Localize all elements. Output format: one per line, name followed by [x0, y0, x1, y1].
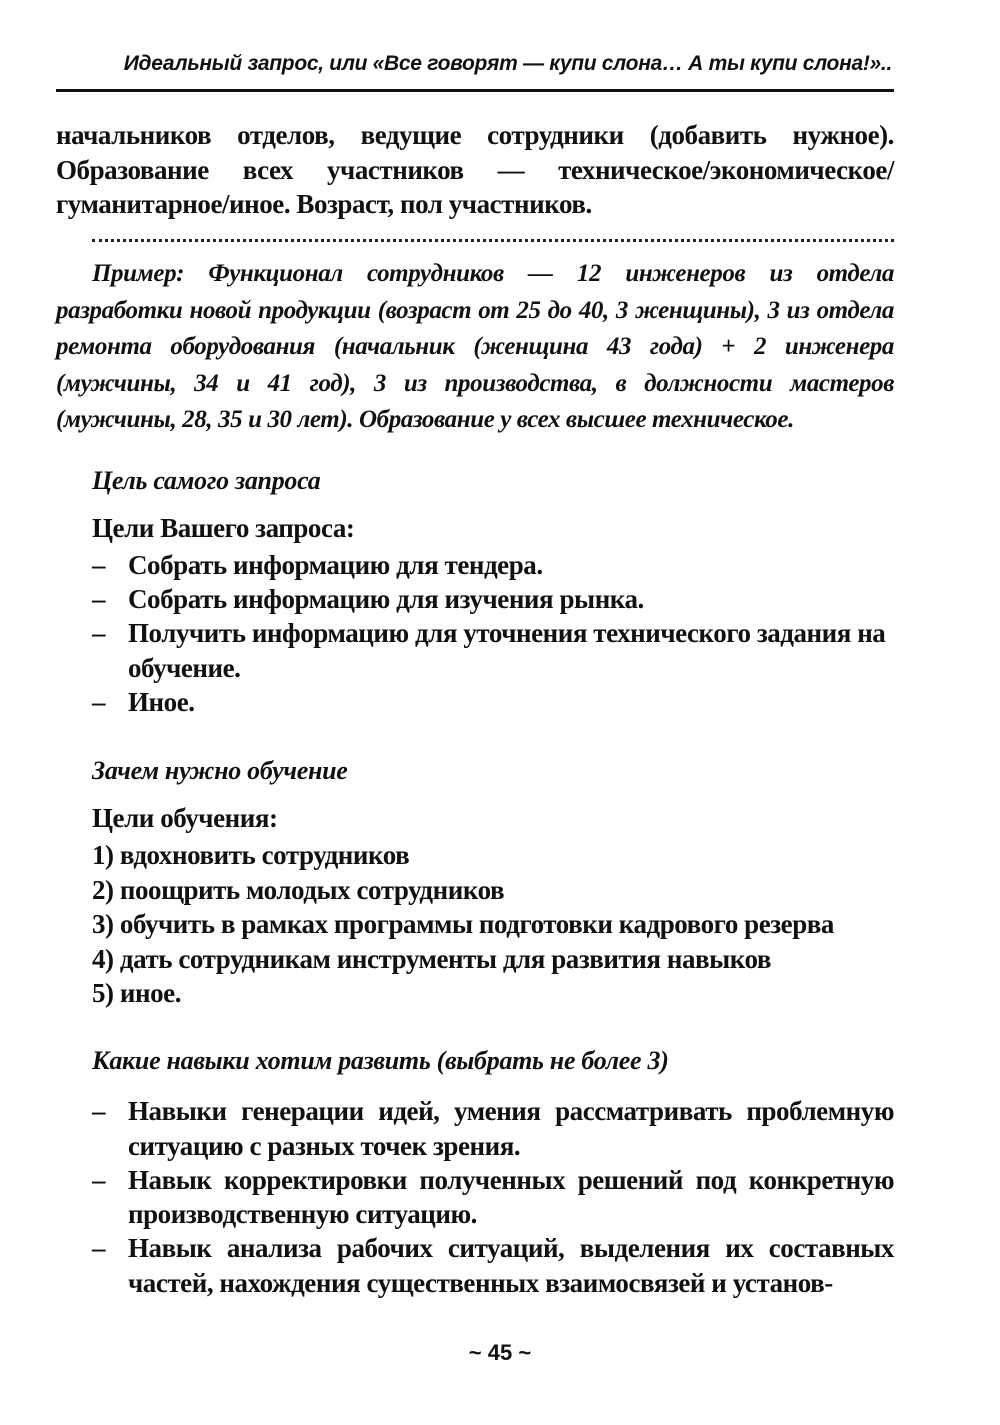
- list-item-text: Собрать информацию для изучения рынка.: [128, 584, 644, 614]
- list-item: [92, 582, 894, 617]
- example-paragraph: Пример: Функционал сотрудников — 12 инженеров из отдела разработки новой продукции (возраст от 25 до 40, 3 женщины), 3 из отдела ремонта оборудования (начальник (женщина 43 года) + 2 инженера (мужчины, 34 и 41 год), 3 из производства, в должности мастеров (мужчины, 28, 35 и 30 лет). Образование у всех высшее техническое.: [56, 260, 894, 433]
- header-rule: [56, 89, 894, 92]
- section-heading-skills: Какие навыки хотим развить (выбрать не более 3): [92, 1046, 669, 1075]
- numbered-item: 3) обучить в рамках программы подготовки кадрового резерва: [92, 909, 834, 939]
- section-heading-goal: Цель самого запроса: [92, 466, 321, 495]
- dash-bullet: –: [92, 686, 106, 717]
- numbered-item: 1) вдохновить сотрудников: [92, 840, 410, 870]
- list-item-text: Иное.: [128, 686, 195, 717]
- list-item-text: Навык корректировки полученных решений под конкретную производственную ситуацию.: [128, 1164, 894, 1229]
- list-item-text: Навыки генерации идей, умения рассматривать проблемную ситуацию с разных точек зрения.: [128, 1096, 894, 1161]
- numbered-item: 5) иное.: [92, 978, 181, 1008]
- dash-bullet: –: [92, 1164, 106, 1195]
- why-list-intro: Цели обучения:: [92, 803, 278, 833]
- list-item: [92, 1094, 894, 1163]
- intro-paragraph: [56, 118, 894, 222]
- list-item: [92, 548, 894, 583]
- dash-bullet: –: [92, 584, 106, 614]
- dash-bullet: –: [92, 618, 106, 648]
- list-item: [92, 1163, 894, 1232]
- skills-list: [92, 1094, 894, 1300]
- list-item-text: Собрать информацию для тендера.: [128, 550, 543, 580]
- why-numbered-list: [92, 838, 894, 1011]
- intro-text: начальников отделов, ведущие сотрудники (добавить нужное). Образование всех участников — техническое/экономическое/гуманитарное/иное. Возраст, пол участников.: [56, 120, 894, 219]
- dotted-divider: [92, 239, 894, 242]
- numbered-item: 2) поощрить молодых сотрудников: [92, 874, 505, 905]
- list-item-text: Навык анализа рабочих ситуаций, выделения их составных частей, нахождения существенных взаимосвязей и установ-: [128, 1233, 894, 1298]
- list-item-text: Получить информацию для уточнения технического задания на обучение.: [128, 618, 886, 683]
- goal-list-intro: Цели Вашего запроса:: [92, 513, 355, 543]
- numbered-item: 4) дать сотрудникам инструменты для развития навыков: [92, 943, 772, 974]
- running-header: Идеальный запрос, или «Все говорят — купи слона… А ты купи слона!»..: [123, 52, 892, 75]
- dash-bullet: –: [92, 1233, 106, 1263]
- list-item: [92, 1231, 894, 1300]
- list-item: [92, 616, 894, 685]
- goal-list: [92, 548, 894, 719]
- dash-bullet: –: [92, 1096, 106, 1126]
- section-heading-why: Зачем нужно обучение: [92, 756, 348, 785]
- page-number: ~ 45 ~: [468, 1340, 532, 1365]
- dash-bullet: –: [92, 550, 106, 580]
- list-item: [92, 685, 894, 720]
